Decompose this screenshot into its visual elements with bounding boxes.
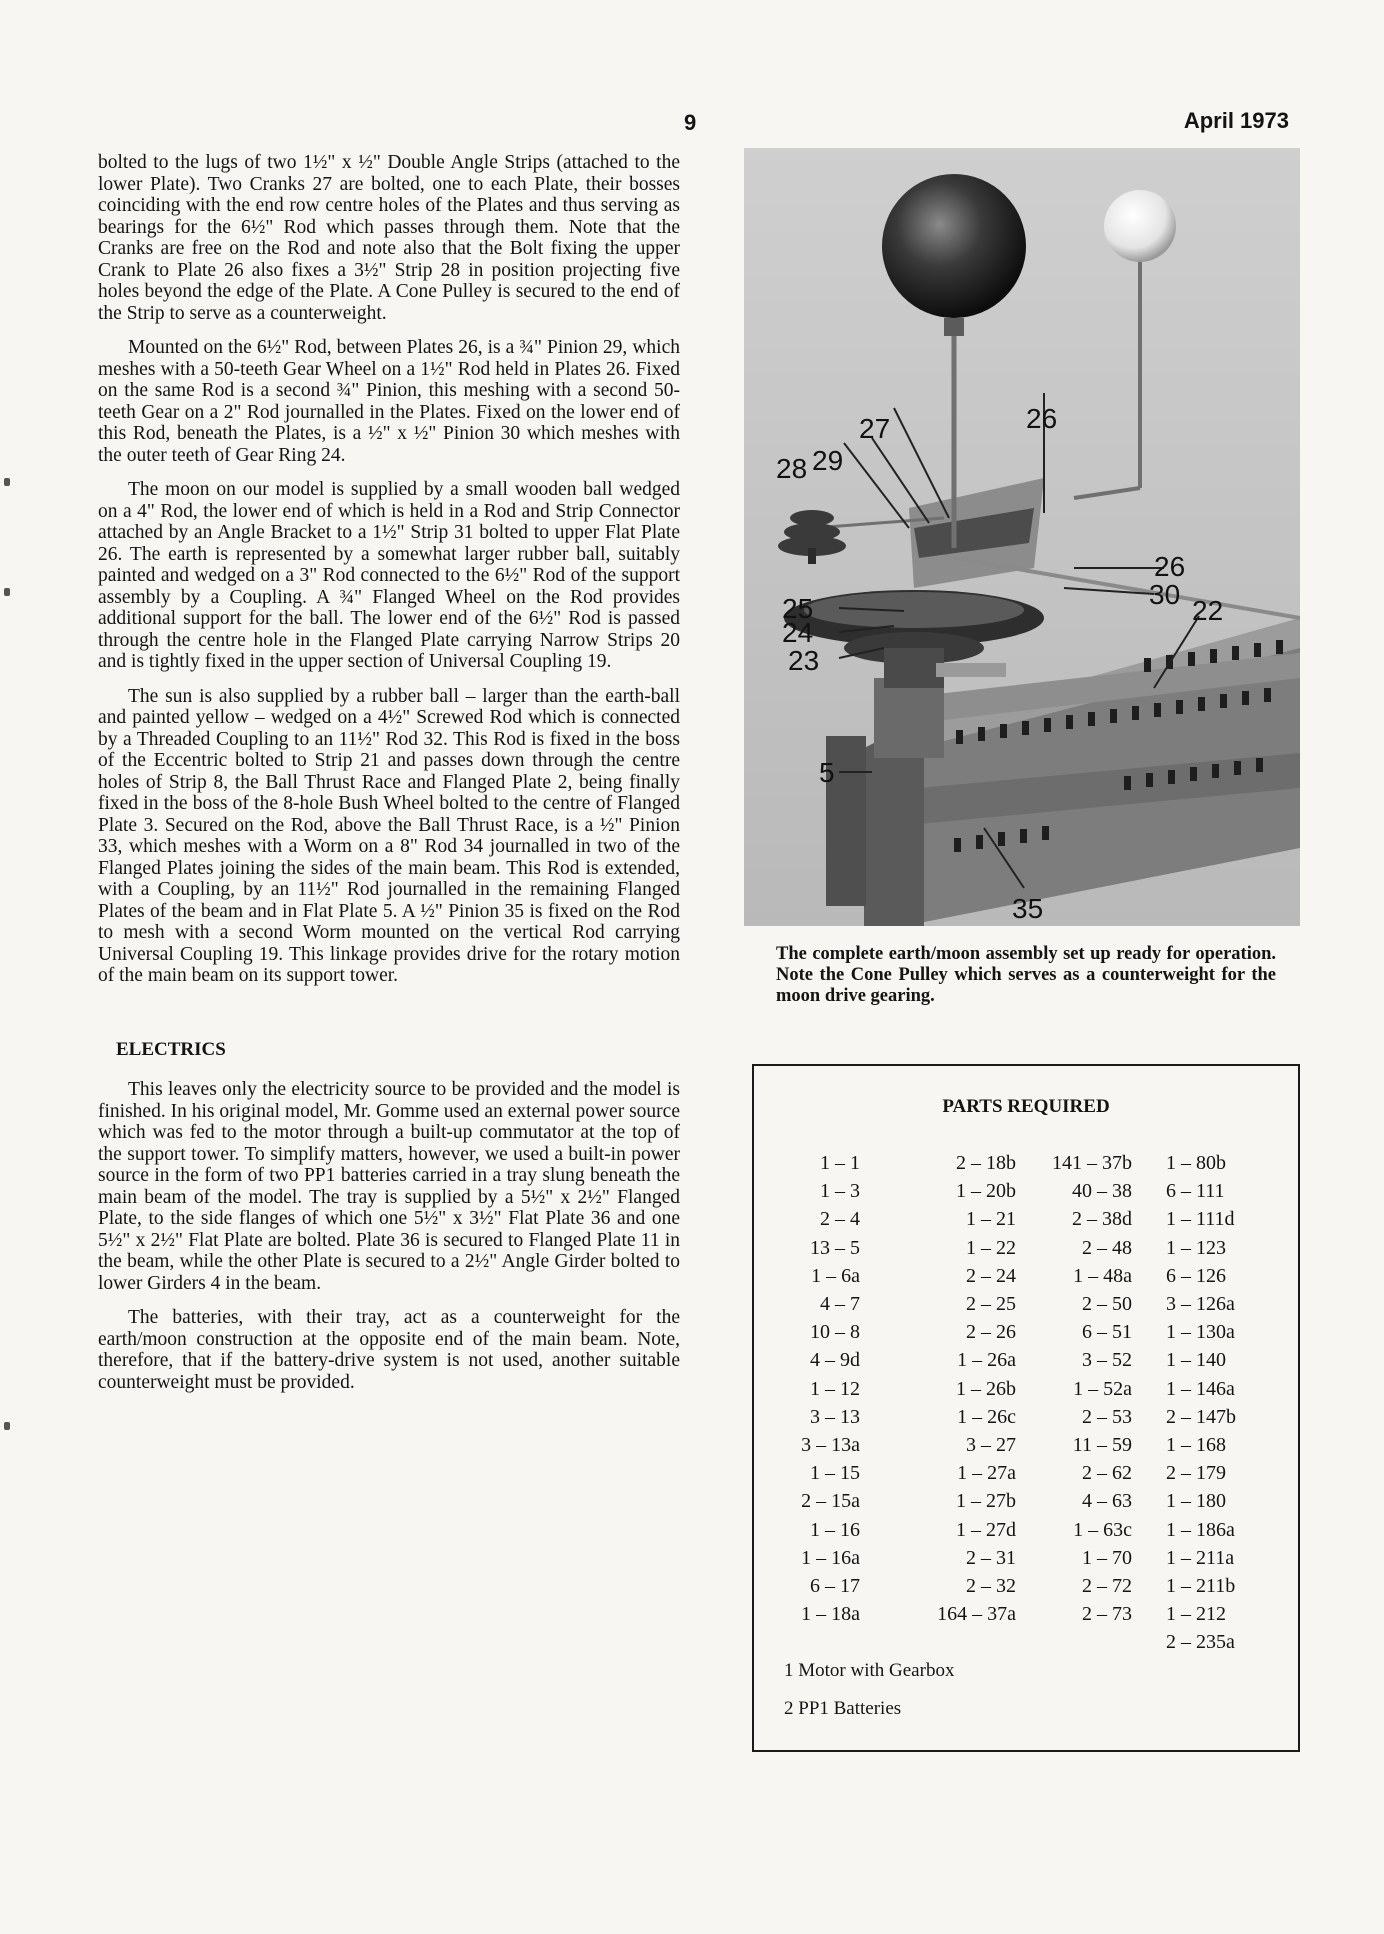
part-entry: 6 – 17 bbox=[810, 1575, 860, 1598]
part-entry: 13 – 5 bbox=[810, 1236, 860, 1259]
part-entry: 1 – 80b bbox=[1166, 1152, 1226, 1174]
part-entry: 141 – 37b bbox=[1052, 1152, 1132, 1174]
part-entry: 2 – 4 bbox=[820, 1208, 860, 1231]
part-entry: 6 – 111 bbox=[1166, 1180, 1225, 1203]
extra-part: 1 Motor with Gearbox bbox=[784, 1660, 955, 1681]
callout-label: 27 bbox=[859, 413, 891, 444]
article-paragraph: bolted to the lugs of two 1½" x ½" Double Angle Strips (attached to the lower Plate). Two Cranks 27 are bolted, one to each Plate, their bosses coinciding with the end row centre holes of the Plates and thus serving as bearings for the 6½" Rod which passes through them. Note that the Cranks are free on the Rod and note also that the Bolt fixing the upper Crank to Plate 26 also fixes a 3½" Strip 28 in position projecting five holes beyond the edge of the Plate. A Cone Pulley is secured to the end of the Strip to serve as a counterweight. bbox=[98, 152, 680, 324]
page-number: 9 bbox=[684, 110, 697, 135]
callout-label: 26 bbox=[1026, 403, 1058, 434]
callout-label: 29 bbox=[812, 445, 844, 476]
part-entry: 3 – 126a bbox=[1166, 1293, 1235, 1316]
article-paragraph: This leaves only the electricity source to be provided and the model is finished. In his original model, Mr. Gomme used an external power source which was fed to the motor through a built-up commutator at the top of the support tower. To simplify matters, however, we used a built-in power source in the form of two PP1 batteries carried in a tray slung beneath the main beam of the model. The tray is supplied by a 5½" x 2½" Flanged Plate, to the side flanges of which one 5½" x 3½" Flat Plate 36 and one 5½" x 2½" Flat Plate are bolted. Plate 36 is secured to Flanged Plate 11 in the beam, while the other Plate is secured to a 2½" Angle Girder bolted to lower Girders 4 in the beam. bbox=[98, 1079, 680, 1294]
part-entry: 1 – 212 bbox=[1166, 1603, 1226, 1626]
assembly-photo bbox=[744, 148, 1300, 926]
callout-label: 30 bbox=[1149, 579, 1181, 610]
part-entry: 3 – 27 bbox=[966, 1434, 1016, 1457]
part-entry: 1 – 130a bbox=[1166, 1321, 1235, 1344]
part-entry: 4 – 9d bbox=[810, 1349, 860, 1372]
parts-required-box bbox=[752, 1064, 1300, 1752]
part-entry: 2 – 50 bbox=[1082, 1293, 1132, 1316]
article-column bbox=[98, 152, 680, 1406]
part-entry: 1 – 15 bbox=[810, 1462, 860, 1485]
part-entry: 1 – 63c bbox=[1073, 1518, 1132, 1541]
part-entry: 2 – 26 bbox=[966, 1321, 1016, 1344]
part-entry: 1 – 111d bbox=[1166, 1208, 1235, 1231]
part-entry: 2 – 32 bbox=[966, 1575, 1016, 1598]
callout-label: 35 bbox=[1012, 893, 1044, 924]
article-paragraph: The moon on our model is supplied by a small wooden ball wedged on a 4" Rod, the lower end of which is held in a Rod and Strip Connector attached by an Angle Bracket to a 1½" Strip 31 bolted to upper Flat Plate 26. The earth is represented by a somewhat larger rubber ball, suitably painted and wedged on a 3" Rod connected to the 6½" Rod of the support assembly by a Coupling. A ¾" Flanged Wheel on the Rod provides additional support for the ball. The lower end of the 6½" Rod is passed through the centre hole in the Flanged Plate carrying Narrow Strips 20 and is tightly fixed in the upper section of Universal Coupling 19. bbox=[98, 479, 680, 672]
parts-column bbox=[1022, 1149, 1132, 1628]
part-entry: 2 – 18b bbox=[956, 1152, 1016, 1174]
part-entry: 3 – 52 bbox=[1082, 1349, 1132, 1372]
part-entry: 2 – 25 bbox=[966, 1293, 1016, 1316]
part-entry: 4 – 7 bbox=[820, 1293, 860, 1316]
parts-column bbox=[790, 1149, 860, 1628]
part-entry: 6 – 126 bbox=[1166, 1264, 1226, 1287]
part-entry: 164 – 37a bbox=[937, 1603, 1016, 1626]
part-entry: 1 – 27b bbox=[956, 1490, 1016, 1513]
moon-ball bbox=[1104, 190, 1176, 262]
part-entry: 1 – 211a bbox=[1166, 1546, 1235, 1569]
part-entry: 2 – 48 bbox=[1082, 1236, 1132, 1259]
part-entry: 1 – 140 bbox=[1166, 1349, 1226, 1372]
callout-label: 24 bbox=[782, 617, 814, 648]
parts-column bbox=[1166, 1149, 1266, 1657]
part-entry: 1 – 146a bbox=[1166, 1377, 1235, 1400]
part-entry: 2 – 147b bbox=[1166, 1405, 1236, 1428]
part-entry: 2 – 38d bbox=[1072, 1208, 1132, 1231]
extra-part: 2 PP1 Batteries bbox=[784, 1698, 902, 1719]
part-entry: 1 – 168 bbox=[1166, 1434, 1226, 1457]
scan-mark bbox=[4, 1422, 10, 1430]
part-entry: 1 – 16 bbox=[810, 1518, 860, 1541]
callout-label: 23 bbox=[788, 645, 820, 676]
part-entry: 2 – 53 bbox=[1082, 1405, 1132, 1428]
issue-date: April 1973 bbox=[1183, 108, 1289, 133]
part-entry: 1 – 26c bbox=[957, 1405, 1016, 1428]
part-entry: 2 – 235a bbox=[1166, 1631, 1235, 1654]
part-entry: 2 – 72 bbox=[1082, 1575, 1132, 1598]
part-entry: 2 – 73 bbox=[1082, 1603, 1132, 1626]
part-entry: 4 – 63 bbox=[1082, 1490, 1132, 1513]
article-paragraph: The sun is also supplied by a rubber ball – larger than the earth-ball and painted yellow – wedged on a 4½" Screwed Rod which is connected by a Threaded Coupling to an 11½" Rod 32. This Rod is fixed in the boss of the Eccentric bolted to Strip 21 and passes down through the centre holes of Strip 8, the Ball Thrust Race and Flanged Plate 2, being finally fixed in the boss of the 8-hole Bush Wheel bolted to the centre of Flanged Plate 3. Secured on the Rod, above the Ball Thrust Race, is a ½" Pinion 33, which meshes with a Worm on a 8" Rod 34 journalled in two of the Flanged Plates joining the sides of the main beam. This Rod is extended, with a Coupling, by an 11½" Rod journalled in the remaining Flanged Plates of the beam and in Flat Plate 5. A ½" Pinion 35 is fixed on the Rod to mesh with a second Worm mounted on the vertical Rod carrying Universal Coupling 19. This linkage provides drive for the rotary motion of the main beam on its support tower. bbox=[98, 685, 680, 986]
part-entry: 1 – 3 bbox=[820, 1180, 860, 1203]
parts-column bbox=[906, 1149, 1016, 1628]
scan-mark bbox=[4, 588, 10, 596]
part-entry: 1 – 211b bbox=[1166, 1575, 1236, 1598]
part-entry: 1 – 6a bbox=[811, 1264, 860, 1287]
part-entry: 1 – 180 bbox=[1166, 1490, 1226, 1513]
part-entry: 1 – 18a bbox=[801, 1603, 860, 1626]
part-entry: 1 – 186a bbox=[1166, 1518, 1235, 1541]
callout-label: 28 bbox=[776, 453, 808, 484]
part-entry: 40 – 38 bbox=[1072, 1180, 1132, 1203]
parts-title: PARTS REQUIRED bbox=[942, 1096, 1110, 1117]
part-entry: 2 – 24 bbox=[966, 1264, 1016, 1287]
part-entry: 2 – 62 bbox=[1082, 1462, 1132, 1485]
part-entry: 11 – 59 bbox=[1072, 1434, 1132, 1457]
part-entry: 2 – 179 bbox=[1166, 1462, 1226, 1485]
part-entry: 1 – 27d bbox=[956, 1518, 1016, 1541]
part-entry: 1 – 22 bbox=[966, 1236, 1016, 1259]
part-entry: 1 – 123 bbox=[1166, 1236, 1226, 1259]
part-entry: 3 – 13 bbox=[810, 1405, 860, 1428]
figure-caption: The complete earth/moon assembly set up ready for operation. Note the Cone Pulley which serves as a counterweight for the moon drive gearing. bbox=[776, 944, 1276, 1006]
part-entry: 1 – 27a bbox=[957, 1462, 1016, 1485]
part-entry: 1 – 70 bbox=[1082, 1546, 1132, 1569]
part-entry: 1 – 1 bbox=[820, 1152, 860, 1174]
part-entry: 2 – 15a bbox=[801, 1490, 860, 1513]
part-entry: 2 – 31 bbox=[966, 1546, 1016, 1569]
section-heading: ELECTRICS bbox=[116, 1038, 226, 1060]
callout-label: 26 bbox=[1154, 551, 1186, 582]
article-paragraph: Mounted on the 6½" Rod, between Plates 26, is a ¾" Pinion 29, which meshes with a 50-teeth Gear Wheel on a 1½" Rod held in Plates 26. Fixed on the same Rod is a second ¾" Pinion, this meshing with a second 50-teeth Gear on a 2" Rod journalled in the Plates. Fixed on the lower end of this Rod, beneath the Plates, is a ½" x ½" Pinion 30 which meshes with the outer teeth of Gear Ring 24. bbox=[98, 337, 680, 466]
part-entry: 10 – 8 bbox=[810, 1321, 860, 1344]
part-entry: 1 – 20b bbox=[956, 1180, 1016, 1203]
part-entry: 1 – 26b bbox=[956, 1377, 1016, 1400]
part-entry: 3 – 13a bbox=[801, 1434, 860, 1457]
article-paragraph: The batteries, with their tray, act as a counterweight for the earth/moon construction at the opposite end of the main beam. Note, therefore, that if the battery-drive system is not used, another suitable counterweight must be provided. bbox=[98, 1307, 680, 1393]
callout-label: 25 bbox=[782, 593, 814, 624]
part-entry: 6 – 51 bbox=[1082, 1321, 1132, 1344]
part-entry: 1 – 52a bbox=[1073, 1377, 1132, 1400]
callout-label: 22 bbox=[1192, 595, 1224, 626]
part-entry: 1 – 48a bbox=[1073, 1264, 1132, 1287]
part-entry: 1 – 21 bbox=[966, 1208, 1016, 1231]
scan-mark bbox=[4, 478, 10, 486]
part-entry: 1 – 16a bbox=[801, 1546, 860, 1569]
part-entry: 1 – 12 bbox=[810, 1377, 860, 1400]
callout-label: 5 bbox=[819, 757, 835, 788]
part-entry: 1 – 26a bbox=[957, 1349, 1016, 1372]
